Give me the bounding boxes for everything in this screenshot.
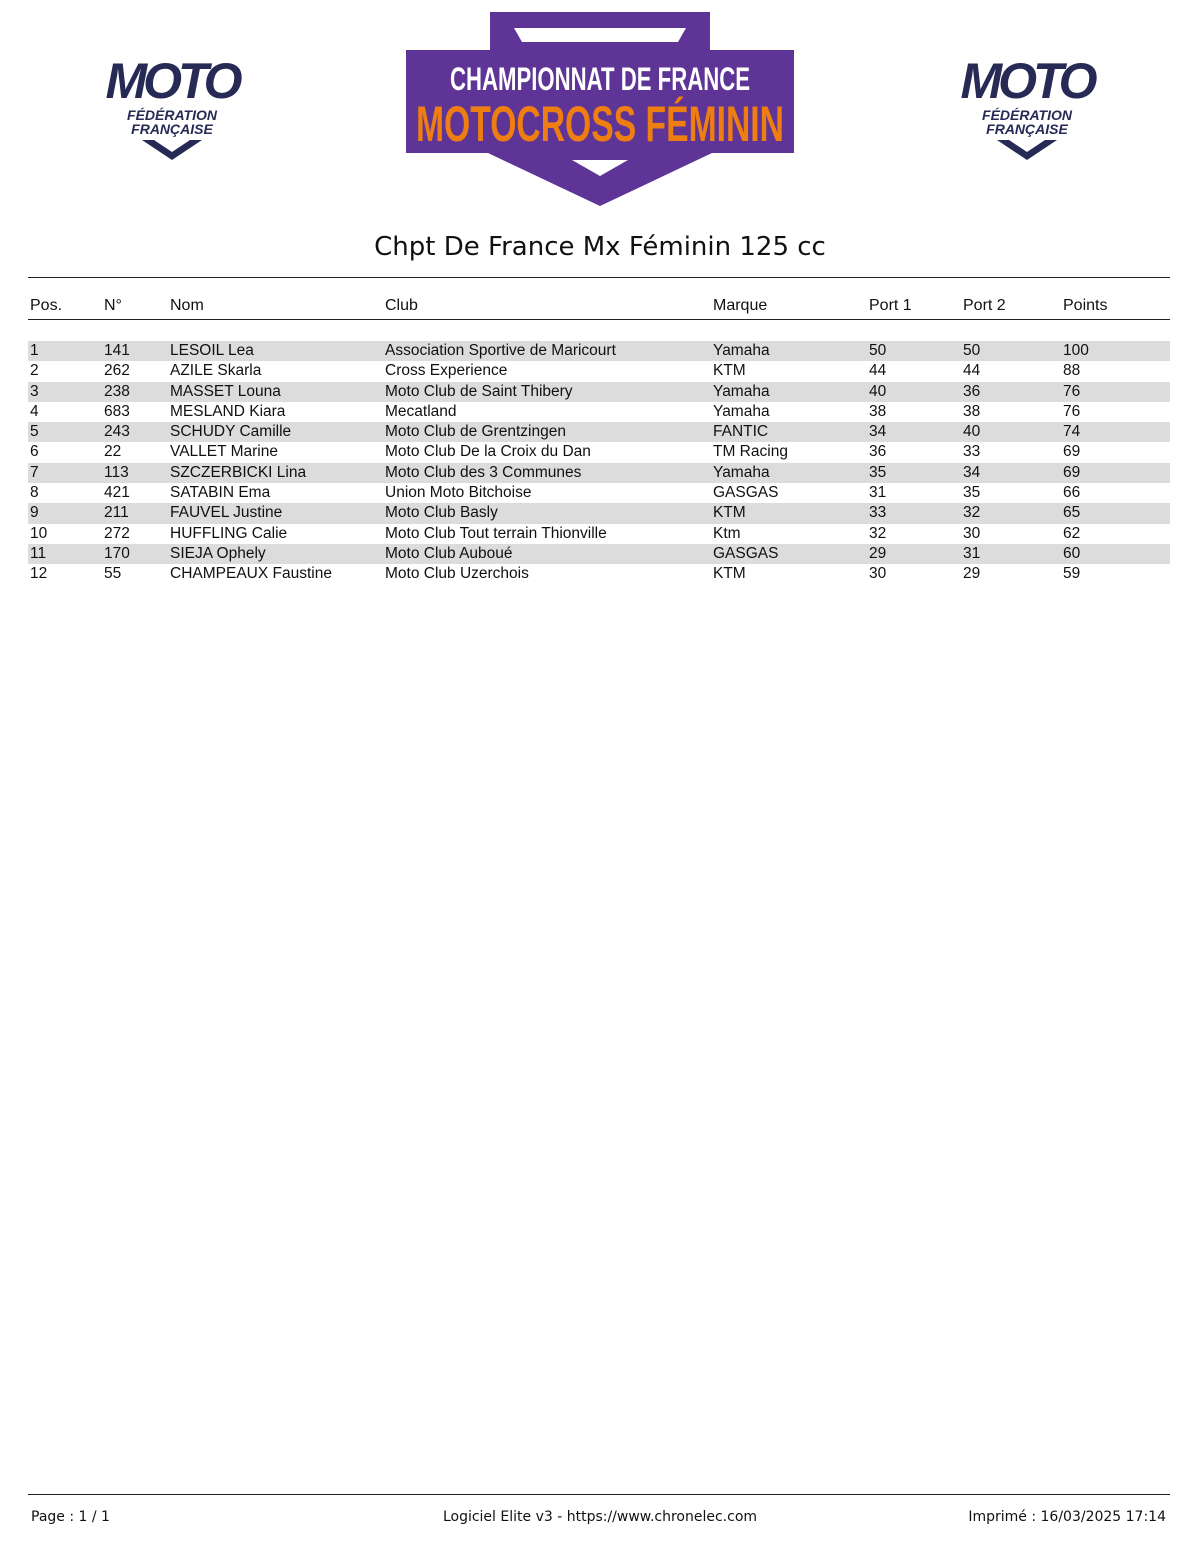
cell-port1: 40	[869, 382, 887, 400]
table-row	[28, 524, 1170, 544]
cell-club: Association Sportive de Maricourt	[385, 342, 616, 359]
cell-points: 69	[1063, 463, 1081, 481]
header-club: Club	[385, 297, 418, 314]
logo-center-line1: CHAMPIONNAT DE FRANCE	[450, 61, 750, 97]
header-nom: Nom	[170, 297, 204, 314]
championship-logo	[402, 10, 798, 208]
table-header	[28, 297, 1170, 319]
cell-nom: SCHUDY Camille	[170, 423, 292, 441]
table-row	[28, 341, 1170, 361]
cell-marque: Yamaha	[713, 382, 770, 400]
cell-pos: 11	[30, 544, 47, 562]
header-port2: Port 2	[963, 297, 1006, 314]
cell-num: 421	[104, 484, 130, 502]
cell-points: 62	[1063, 524, 1081, 542]
cell-port1: 35	[869, 463, 887, 481]
ffm-logo-right	[952, 52, 1102, 164]
cell-points: 65	[1063, 504, 1081, 522]
cell-pos: 2	[30, 362, 39, 380]
cell-marque: Ktm	[713, 524, 741, 542]
cell-points: 66	[1063, 484, 1081, 502]
cell-points: 74	[1063, 423, 1081, 441]
cell-pos: 9	[30, 504, 39, 522]
cell-nom: VALLET Marine	[170, 443, 278, 461]
cell-port2: 35	[963, 484, 981, 502]
cell-points: 76	[1063, 402, 1081, 420]
table-row	[28, 402, 1170, 422]
cell-num: 170	[104, 544, 130, 562]
cell-port1: 31	[869, 484, 887, 502]
header-divider	[28, 319, 1170, 320]
cell-club: Moto Club de Grentzingen	[385, 423, 566, 441]
cell-port2: 29	[963, 565, 981, 583]
header-port1: Port 1	[869, 297, 912, 314]
table-row	[28, 483, 1170, 503]
cell-club: Moto Club de Saint Thibery	[385, 382, 573, 400]
title-divider	[28, 277, 1170, 278]
cell-port1: 29	[869, 544, 887, 562]
table-row	[28, 422, 1170, 442]
cell-pos: 3	[30, 382, 39, 400]
cell-num: 211	[104, 504, 129, 522]
cell-club: Moto Club Tout terrain Thionville	[385, 524, 607, 542]
cell-nom: LESOIL Lea	[170, 342, 254, 359]
cell-nom: MESLAND Kiara	[170, 402, 286, 420]
header-points: Points	[1063, 297, 1108, 314]
cell-port2: 33	[963, 443, 981, 461]
cell-port1: 38	[869, 402, 887, 420]
cell-pos: 5	[30, 423, 39, 441]
cell-club: Union Moto Bitchoise	[385, 484, 532, 502]
cell-port2: 36	[963, 382, 981, 400]
logo-left-line2: FRANÇAISE	[131, 121, 213, 137]
cell-club: Cross Experience	[385, 362, 508, 380]
cell-port2: 32	[963, 504, 981, 522]
cell-port2: 34	[963, 463, 981, 481]
cell-port1: 36	[869, 443, 887, 461]
ffm-logo-left	[97, 52, 247, 164]
cell-num: 141	[104, 342, 130, 359]
logo-right-line2: FRANÇAISE	[986, 121, 1068, 137]
cell-num: 262	[104, 362, 130, 380]
cell-nom: SZCZERBICKI Lina	[170, 463, 307, 481]
cell-points: 88	[1063, 362, 1081, 380]
cell-pos: 12	[30, 565, 48, 583]
cell-marque: Yamaha	[713, 402, 770, 420]
logo-right-line1: FÉDÉRATION	[982, 107, 1072, 123]
cell-marque: FANTIC	[713, 423, 769, 441]
cell-points: 76	[1063, 382, 1081, 400]
cell-port1: 30	[869, 565, 887, 583]
cell-pos: 8	[30, 484, 39, 502]
table-row	[28, 503, 1170, 523]
cell-port1: 44	[869, 362, 887, 380]
cell-port2: 30	[963, 524, 981, 542]
logo-left-line1: FÉDÉRATION	[127, 107, 217, 123]
cell-club: Moto Club des 3 Communes	[385, 463, 582, 481]
cell-nom: CHAMPEAUX Faustine	[170, 565, 332, 583]
cell-nom: AZILE Skarla	[170, 362, 262, 380]
cell-port1: 50	[869, 342, 887, 359]
cell-num: 683	[104, 402, 130, 420]
cell-nom: HUFFLING Calie	[170, 524, 288, 542]
cell-club: Moto Club Auboué	[385, 544, 513, 562]
cell-num: 22	[104, 443, 122, 461]
cell-nom: SATABIN Ema	[170, 484, 271, 502]
cell-pos: 4	[30, 402, 39, 420]
cell-port2: 44	[963, 362, 981, 380]
cell-marque: GASGAS	[713, 544, 779, 562]
footer-software: Logiciel Elite v3 - https://www.chronelec.com	[442, 1509, 758, 1525]
cell-marque: GASGAS	[713, 484, 779, 502]
table-row	[28, 382, 1170, 402]
cell-port1: 34	[869, 423, 887, 441]
header-num: N°	[104, 297, 122, 314]
logo-left-word: MOTO	[105, 53, 239, 109]
cell-marque: KTM	[713, 565, 746, 583]
table-row	[28, 564, 1170, 584]
cell-port1: 33	[869, 504, 887, 522]
footer-printed-date: Imprimé : 16/03/2025 17:14	[968, 1509, 1166, 1525]
cell-port2: 40	[963, 423, 981, 441]
table-row	[28, 463, 1170, 483]
cell-points: 59	[1063, 565, 1081, 583]
cell-num: 55	[104, 565, 122, 583]
cell-nom: FAUVEL Justine	[170, 504, 283, 522]
logo-center-line2: MOTOCROSS FÉMININ	[416, 96, 784, 152]
cell-num: 113	[104, 463, 129, 481]
header-pos: Pos.	[30, 297, 63, 314]
header-marque: Marque	[713, 297, 768, 314]
cell-club: Moto Club De la Croix du Dan	[385, 443, 591, 461]
table-row	[28, 544, 1170, 564]
table-row	[28, 361, 1170, 381]
cell-marque: Yamaha	[713, 342, 770, 359]
cell-port2: 50	[963, 342, 981, 359]
cell-points: 100	[1063, 342, 1089, 359]
table-row	[28, 442, 1170, 462]
footer-divider	[28, 1494, 1170, 1495]
cell-club: Moto Club Uzerchois	[385, 565, 529, 583]
cell-club: Mecatland	[385, 402, 457, 420]
results-table	[28, 341, 1170, 585]
cell-pos: 1	[30, 342, 39, 359]
cell-pos: 10	[30, 524, 48, 542]
page-title: Chpt De France Mx Féminin 125 cc	[374, 232, 826, 262]
cell-port2: 31	[963, 544, 981, 562]
cell-nom: SIEJA Ophely	[170, 544, 266, 562]
cell-marque: Yamaha	[713, 463, 770, 481]
cell-pos: 7	[30, 463, 39, 481]
cell-points: 69	[1063, 443, 1081, 461]
cell-pos: 6	[30, 443, 39, 461]
cell-marque: KTM	[713, 362, 746, 380]
cell-port1: 32	[869, 524, 887, 542]
cell-marque: TM Racing	[713, 443, 788, 461]
cell-points: 60	[1063, 544, 1081, 562]
cell-club: Moto Club Basly	[385, 504, 498, 522]
cell-num: 272	[104, 524, 130, 542]
cell-port2: 38	[963, 402, 981, 420]
cell-marque: KTM	[713, 504, 746, 522]
cell-num: 243	[104, 423, 130, 441]
cell-nom: MASSET Louna	[170, 382, 281, 400]
cell-num: 238	[104, 382, 130, 400]
footer-page-number: Page : 1 / 1	[31, 1509, 110, 1525]
logo-right-word: MOTO	[960, 53, 1094, 109]
